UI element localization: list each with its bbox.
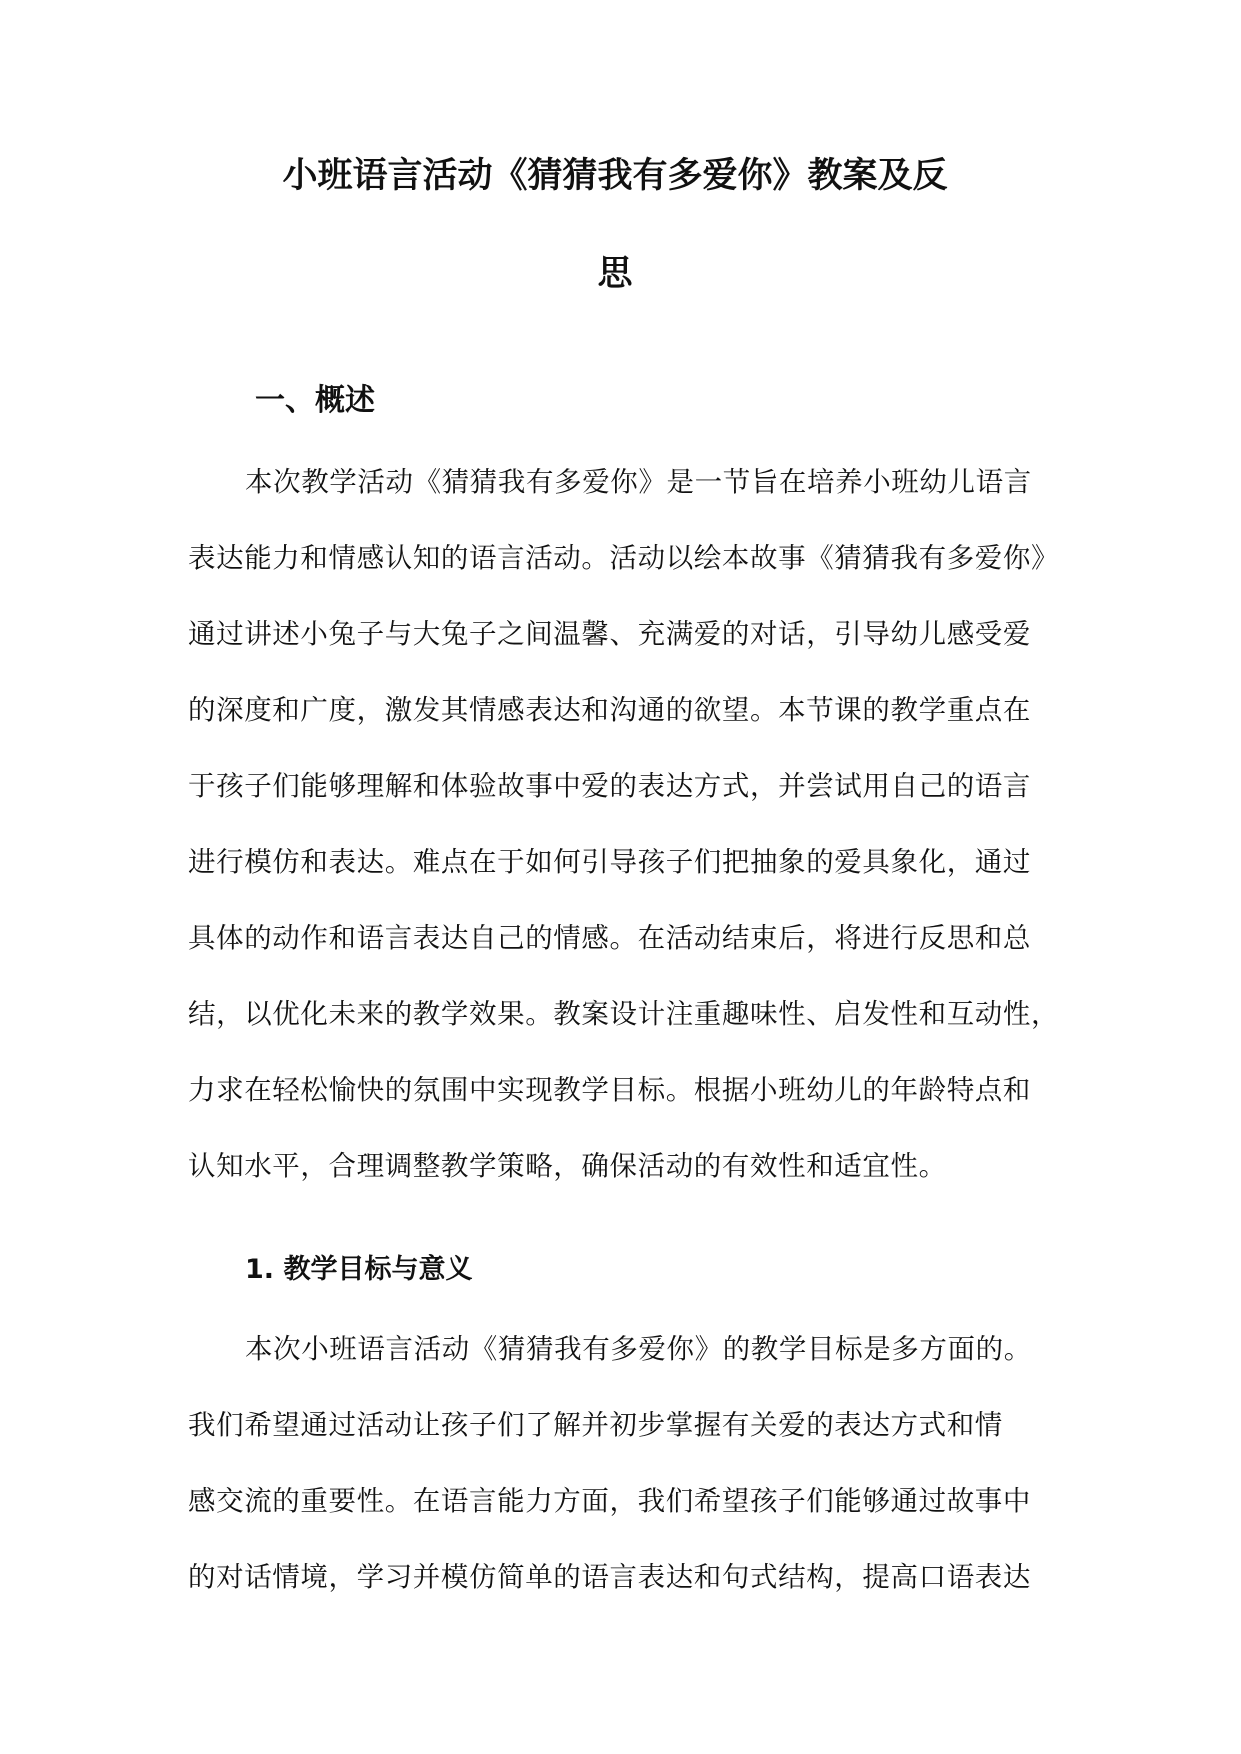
paragraph-line: 于孩子们能够理解和体验故事中爱的表达方式，并尝试用自己的语言 [188, 770, 1031, 802]
document-title-line-1: 小班语言活动《猜猜我有多爱你》教案及反 [282, 156, 948, 196]
paragraph-line: 进行模仿和表达。难点在于如何引导孩子们把抽象的爱具象化，通过 [188, 846, 1031, 878]
paragraph-line: 我们希望通过活动让孩子们了解并初步掌握有关爱的表达方式和情 [188, 1409, 1003, 1441]
paragraph-line: 认知水平，合理调整教学策略，确保活动的有效性和适宜性。 [188, 1150, 947, 1182]
paragraph-line: 结，以优化未来的教学效果。教案设计注重趣味性、启发性和互动性， [188, 998, 1060, 1030]
paragraph-line: 表达能力和情感认知的语言活动。活动以绘本故事《猜猜我有多爱你》 [188, 542, 1060, 574]
section-heading-overview: 一、概述 [255, 383, 375, 418]
paragraph-line: 的深度和广度，激发其情感表达和沟通的欲望。本节课的教学重点在 [188, 694, 1031, 726]
paragraph-line: 本次教学活动《猜猜我有多爱你》是一节旨在培养小班幼儿语言 [245, 466, 1032, 498]
paragraph-line: 力求在轻松愉快的氛围中实现教学目标。根据小班幼儿的年龄特点和 [188, 1074, 1031, 1106]
subsection-heading-goals: 1. 教学目标与意义 [245, 1254, 473, 1285]
paragraph-line: 具体的动作和语言表达自己的情感。在活动结束后，将进行反思和总 [188, 922, 1031, 954]
paragraph-line: 感交流的重要性。在语言能力方面，我们希望孩子们能够通过故事中 [188, 1485, 1031, 1517]
paragraph-line: 的对话情境，学习并模仿简单的语言表达和句式结构，提高口语表达 [188, 1561, 1031, 1593]
paragraph-line: 通过讲述小兔子与大兔子之间温馨、充满爱的对话，引导幼儿感受爱 [188, 618, 1031, 650]
paragraph-line: 本次小班语言活动《猜猜我有多爱你》的教学目标是多方面的。 [245, 1333, 1032, 1365]
document-title-line-2: 思 [597, 254, 633, 294]
